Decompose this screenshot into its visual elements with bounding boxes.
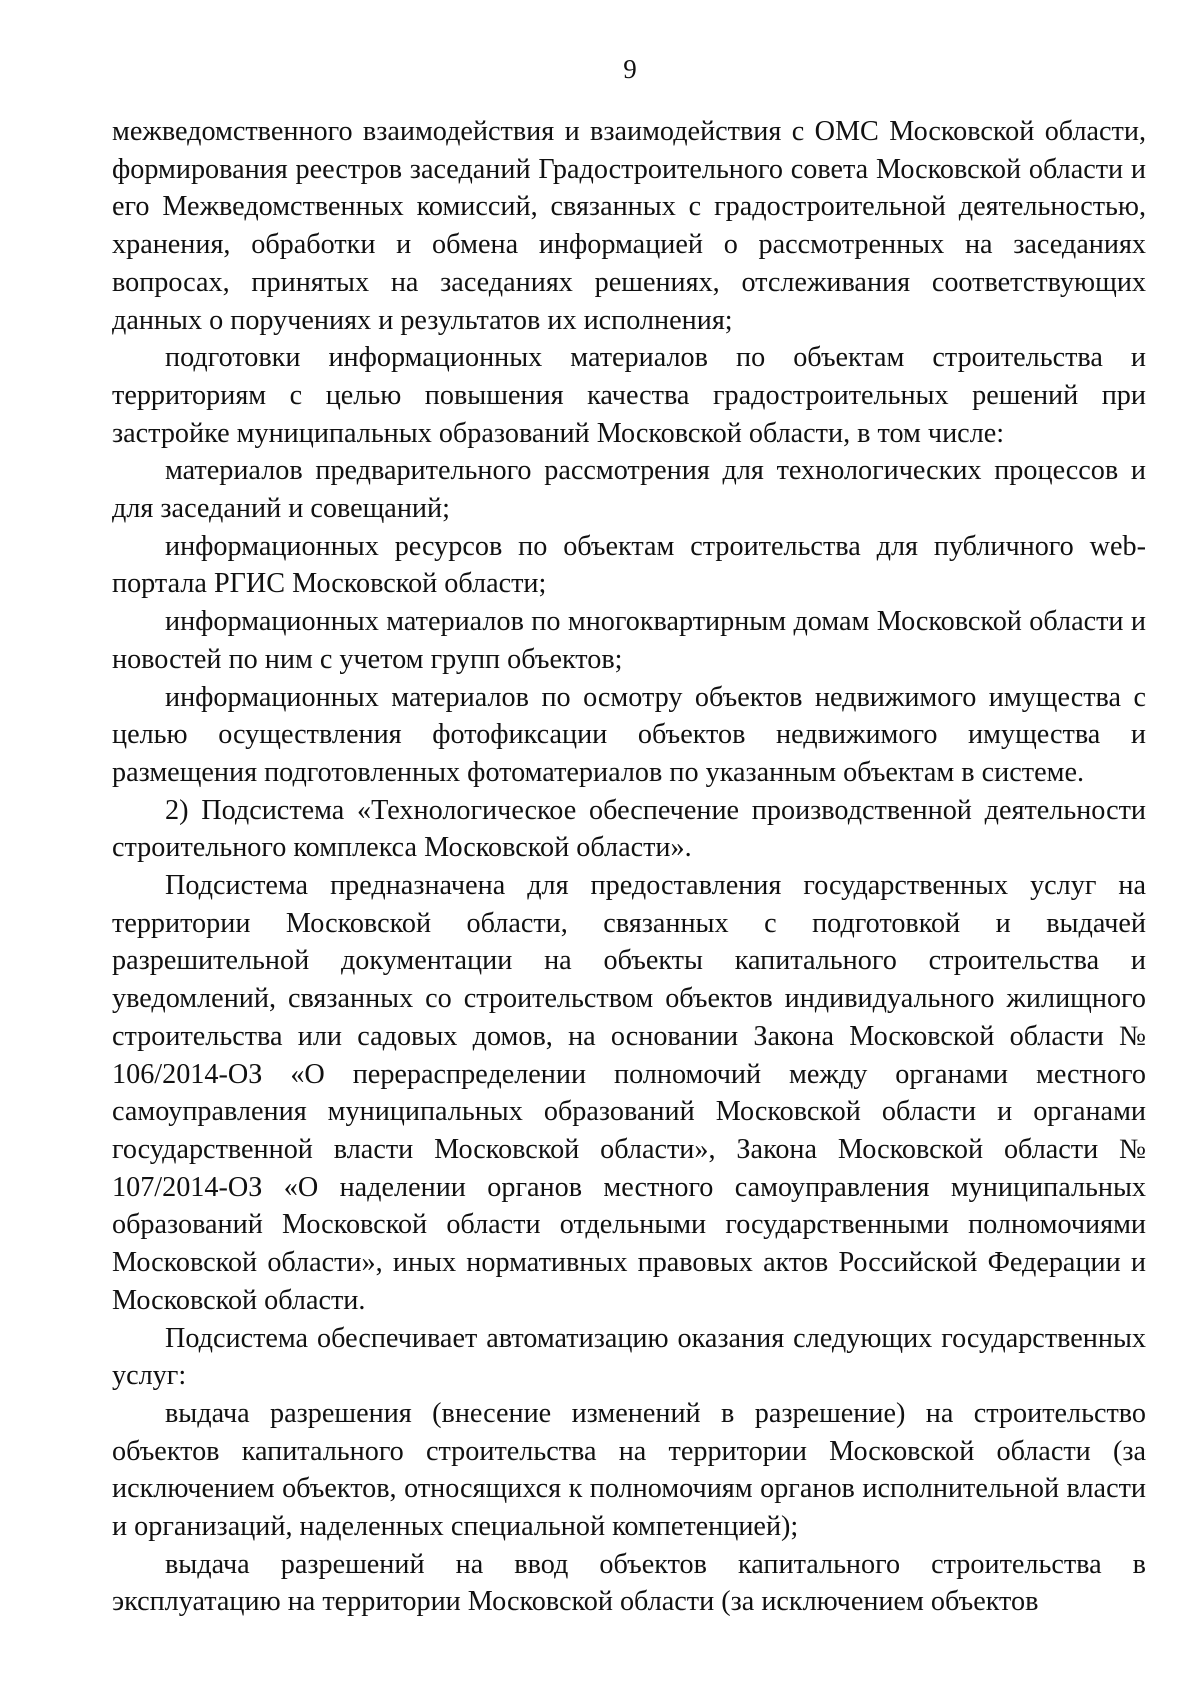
paragraph-10: выдача разрешения (внесение изменений в разрешение) на строительство объектов капитального строительства на территории Московской области (за исключением объектов, относящихся к полномочиям органов исполнительной власти и организаций, наделенных специальной компетенцией); [112,1397,1146,1543]
paragraph-6: информационных материалов по осмотру объектов недвижимого имущества с целью осуществления фотофиксации объектов недвижимого имущества и размещения подготовленных фотоматериалов по указанным объектам в системе. [112,681,1146,788]
paragraph-1: межведомственного взаимодействия и взаимодействия с ОМС Московской области, формирования реестров заседаний Градостроительного совета Московской области и его Межведомственных комиссий, связанных с градостроительной деятельностью, хранения, обработки и обмена информацией о рассмотренных на заседаниях вопросах, принятых на заседаниях решениях, отслеживания соответствующих данных о поручениях и результатов их исполнения; [112,116,1146,336]
paragraph-8: Подсистема предназначена для предоставления государственных услуг на территории Московской области, связанных с подготовкой и выдачей разрешительной документации на объекты капитального строительства и уведомлений, связанных со строительством объектов индивидуального жилищного строительства или садовых домов, на основании Закона Московской области № 106/2014-ОЗ «О перераспределении полномочий между органами местного самоуправления муниципальных образований Московской области и органами государственной власти Московской области», Закона Московской области № 107/2014-ОЗ «О наделении органов местного самоуправления муниципальных образований Московской области отдельными государственными полномочиями Московской области», иных нормативных правовых актов Российской Федерации и Московской области. [112,870,1146,1316]
paragraph-4: информационных ресурсов по объектам строительства для публичного web-портала РГИС Московской области; [112,530,1146,600]
document-body [112,113,1146,1621]
paragraph-3: материалов предварительного рассмотрения для технологических процессов и для заседаний и совещаний; [112,455,1146,525]
page-number: 9 [623,54,637,84]
paragraph-5: информационных материалов по многоквартирным домам Московской области и новостей по ним с учетом групп объектов; [112,606,1146,675]
paragraph-7: 2) Подсистема «Технологическое обеспечение производственной деятельности строительного комплекса Московской области». [112,794,1146,864]
paragraph-9: Подсистема обеспечивает автоматизацию оказания следующих государственных услуг: [112,1322,1146,1392]
paragraph-11: выдача разрешений на ввод объектов капитального строительства в эксплуатацию на территории Московской области (за исключением объектов [112,1548,1146,1618]
paragraph-2: подготовки информационных материалов по объектам строительства и территориям с целью повышения качества градостроительных решений при застройке муниципальных образований Московской области, в том числе: [112,342,1146,449]
